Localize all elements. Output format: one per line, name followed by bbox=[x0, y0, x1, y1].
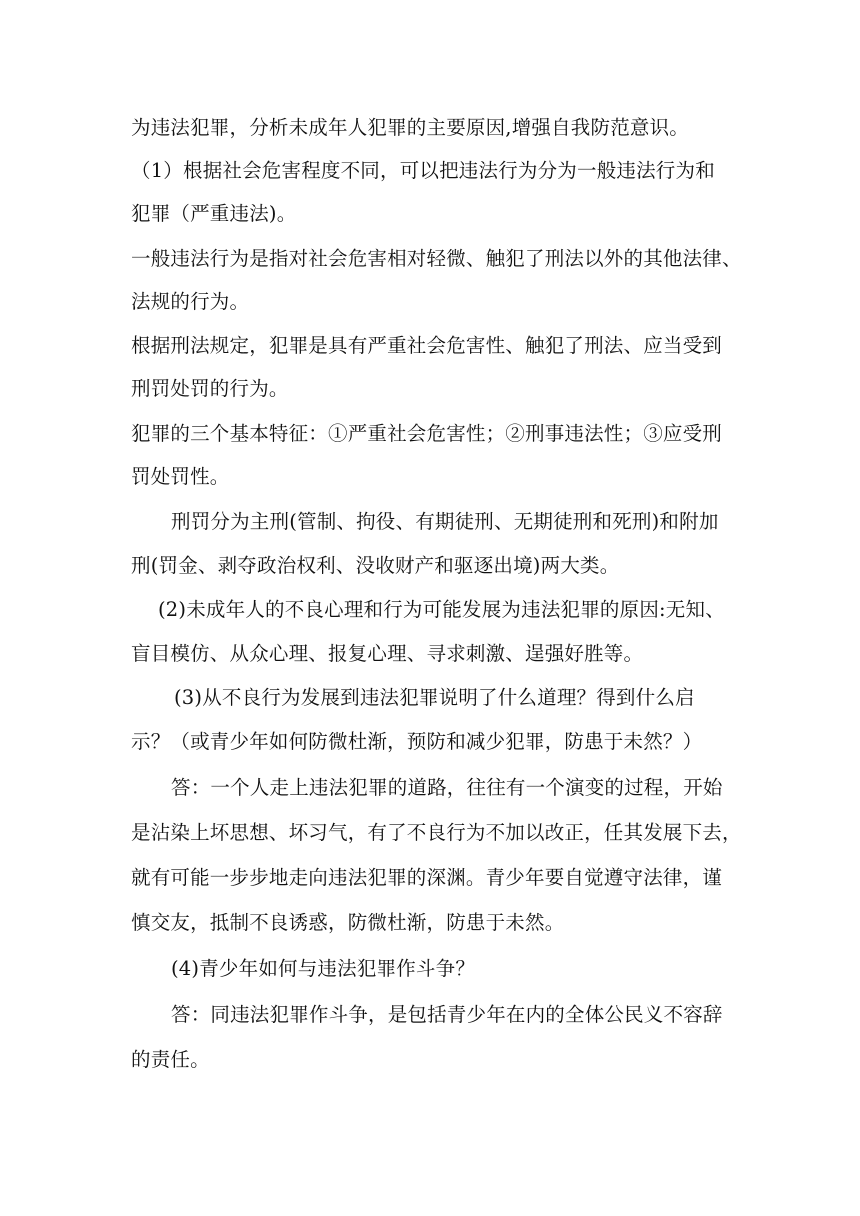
text-line: 的责任。 bbox=[131, 1048, 210, 1071]
text-line: 刑罚处罚的行为。 bbox=[131, 377, 289, 400]
text-line: 罚处罚性。 bbox=[131, 465, 230, 488]
text-line: 刑(罚金、剥夺政治权利、没收财产和驱逐出境)两大类。 bbox=[131, 554, 620, 577]
text-line: (2)未成年人的不良心理和行为可能发展为违法犯罪的原因:无知、 bbox=[158, 598, 725, 621]
text-line: (4)青少年如何与违法犯罪作斗争？ bbox=[171, 957, 476, 980]
text-line: 盲目模仿、从众心理、报复心理、寻求刺激、逞强好胜等。 bbox=[131, 642, 644, 665]
text-line: 是沾染上坏思想、坏习气，有了不良行为不加以改正，任其发展下去， bbox=[131, 821, 742, 844]
text-line: 答：一个人走上违法犯罪的道路，往往有一个演变的过程，开始 bbox=[171, 776, 723, 799]
text-line: 慎交友，抵制不良诱惑，防微杜渐，防患于未然。 bbox=[131, 911, 565, 934]
text-line: 答：同违法犯罪作斗争，是包括青少年在内的全体公民义不容辞 bbox=[171, 1003, 723, 1026]
text-line: 根据刑法规定，犯罪是具有严重社会危害性、触犯了刑法、应当受到 bbox=[131, 334, 723, 357]
text-line: 为违法犯罪，分析未成年人犯罪的主要原因,增强自我防范意识。 bbox=[131, 116, 689, 139]
text-line: 犯罪的三个基本特征：①严重社会危害性；②刑事违法性；③应受刑 bbox=[131, 422, 723, 445]
text-line: （1）根据社会危害程度不同，可以把违法行为分为一般违法行为和 bbox=[131, 159, 715, 182]
text-line: 就有可能一步步地走向违法犯罪的深渊。青少年要自觉遵守法律，谨 bbox=[131, 866, 723, 889]
text-line: 示？（或青少年如何防微杜渐，预防和减少犯罪，防患于未然？） bbox=[131, 730, 703, 753]
text-line: 法规的行为。 bbox=[131, 290, 250, 313]
text-line: 犯罪（严重违法)。 bbox=[131, 202, 297, 225]
text-line: 一般违法行为是指对社会危害相对轻微、触犯了刑法以外的其他法律、 bbox=[131, 247, 742, 270]
text-line: 刑罚分为主刑(管制、拘役、有期徒刑、无期徒刑和死刑)和附加 bbox=[171, 510, 719, 533]
text-line: (3)从不良行为发展到违法犯罪说明了什么道理？得到什么启 bbox=[174, 686, 695, 709]
